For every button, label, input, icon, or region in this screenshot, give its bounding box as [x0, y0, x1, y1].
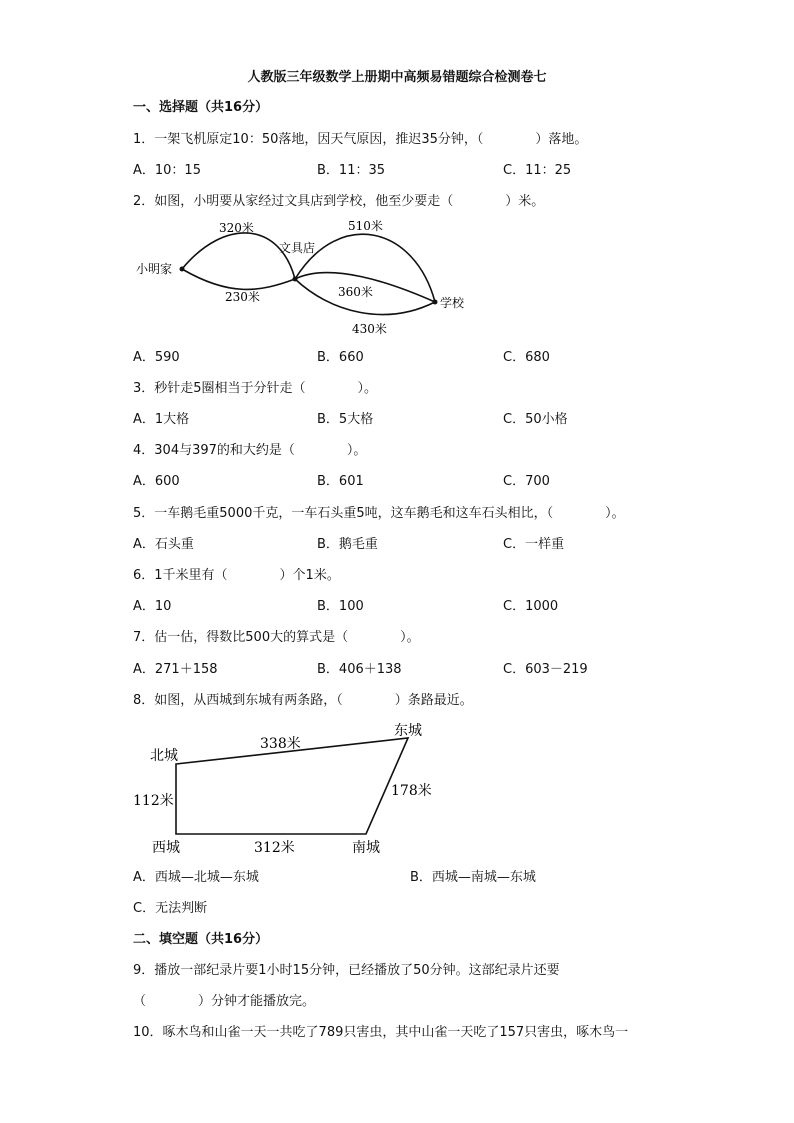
section-heading-1: 一、选择题（共16分）	[133, 100, 269, 115]
road-label-312: 312米	[254, 840, 295, 856]
question-7-option-b: B．406＋138	[317, 662, 402, 677]
question-1-option-a: A．10：15	[133, 163, 201, 178]
question-3-stem: 3．秒针走5圈相当于分针走（ ）。	[133, 381, 378, 396]
question-9-stem-line-2: （ ）分钟才能播放完。	[133, 994, 316, 1009]
label-south-city: 南城	[352, 840, 380, 856]
routes-figure	[130, 212, 480, 342]
route-label-430: 430米	[352, 322, 387, 336]
question-1-option-b: B．11：35	[317, 163, 386, 178]
label-shop: 文具店	[279, 241, 316, 255]
label-east-city: 东城	[394, 723, 422, 739]
cities-figure	[130, 718, 450, 860]
question-6-option-b: B．100	[317, 599, 364, 614]
question-8-option-b: B．西城—南城—东城	[410, 870, 536, 885]
road-label-338: 338米	[260, 736, 301, 752]
route-label-360: 360米	[338, 285, 373, 299]
road-label-178: 178米	[391, 783, 432, 799]
question-2-stem: 2．如图，小明要从家经过文具店到学校，他至少要走（ ）米。	[133, 194, 545, 209]
road-label-112: 112米	[133, 793, 174, 809]
question-3-option-c: C．50小格	[503, 412, 568, 427]
question-5-option-b: B．鹅毛重	[317, 537, 378, 552]
question-5-option-a: A．石头重	[133, 537, 194, 552]
question-2-option-b: B．660	[317, 350, 364, 365]
question-6-stem: 6．1千米里有（ ）个1米。	[133, 568, 340, 583]
question-8-option-a: A．西城—北城—东城	[133, 870, 259, 885]
question-9-stem: 9．播放一部纪录片要1小时15分钟，已经播放了50分钟。这部纪录片还要	[133, 963, 560, 978]
question-8-stem: 8．如图，从西城到东城有两条路，（ ）条路最近。	[133, 693, 473, 708]
question-7-option-a: A．271＋158	[133, 662, 218, 677]
route-label-230: 230米	[225, 290, 260, 304]
question-5-option-c: C．一样重	[503, 537, 565, 552]
question-8-option-c: C．无法判断	[133, 901, 208, 916]
question-3-option-b: B．5大格	[317, 412, 374, 427]
question-6-option-a: A．10	[133, 599, 172, 614]
route-label-510: 510米	[348, 219, 383, 233]
question-1-option-c: C．11：25	[503, 163, 572, 178]
question-10-stem: 10．啄木鸟和山雀一天一共吃了789只害虫，其中山雀一天吃了157只害虫，啄木鸟一	[133, 1025, 629, 1040]
question-4-stem: 4．304与397的和大约是（ ）。	[133, 443, 367, 458]
label-north-city: 北城	[150, 748, 178, 764]
question-6-option-c: C．1000	[503, 599, 559, 614]
question-3-option-a: A．1大格	[133, 412, 190, 427]
label-school: 学校	[440, 296, 465, 310]
question-7-option-c: C．603－219	[503, 662, 588, 677]
question-5-stem: 5．一车鹅毛重5000千克，一车石头重5吨，这车鹅毛和这车石头相比，（ ）。	[133, 506, 625, 521]
question-4-option-a: A．600	[133, 474, 180, 489]
question-4-option-b: B．601	[317, 474, 364, 489]
question-7-stem: 7．估一估，得数比500大的算式是（ ）。	[133, 630, 420, 645]
question-2-option-c: C．680	[503, 350, 550, 365]
route-label-320: 320米	[219, 221, 254, 235]
page-title: 人教版三年级数学上册期中高频易错题综合检测卷七	[247, 70, 547, 85]
label-west-city: 西城	[152, 840, 180, 856]
question-2-option-a: A．590	[133, 350, 180, 365]
question-1-stem: 1．一架飞机原定10：50落地，因天气原因，推迟35分钟，（ ）落地。	[133, 132, 588, 147]
label-home: 小明家	[136, 262, 173, 276]
question-4-option-c: C．700	[503, 474, 550, 489]
section-heading-2: 二、填空题（共16分）	[133, 932, 269, 947]
